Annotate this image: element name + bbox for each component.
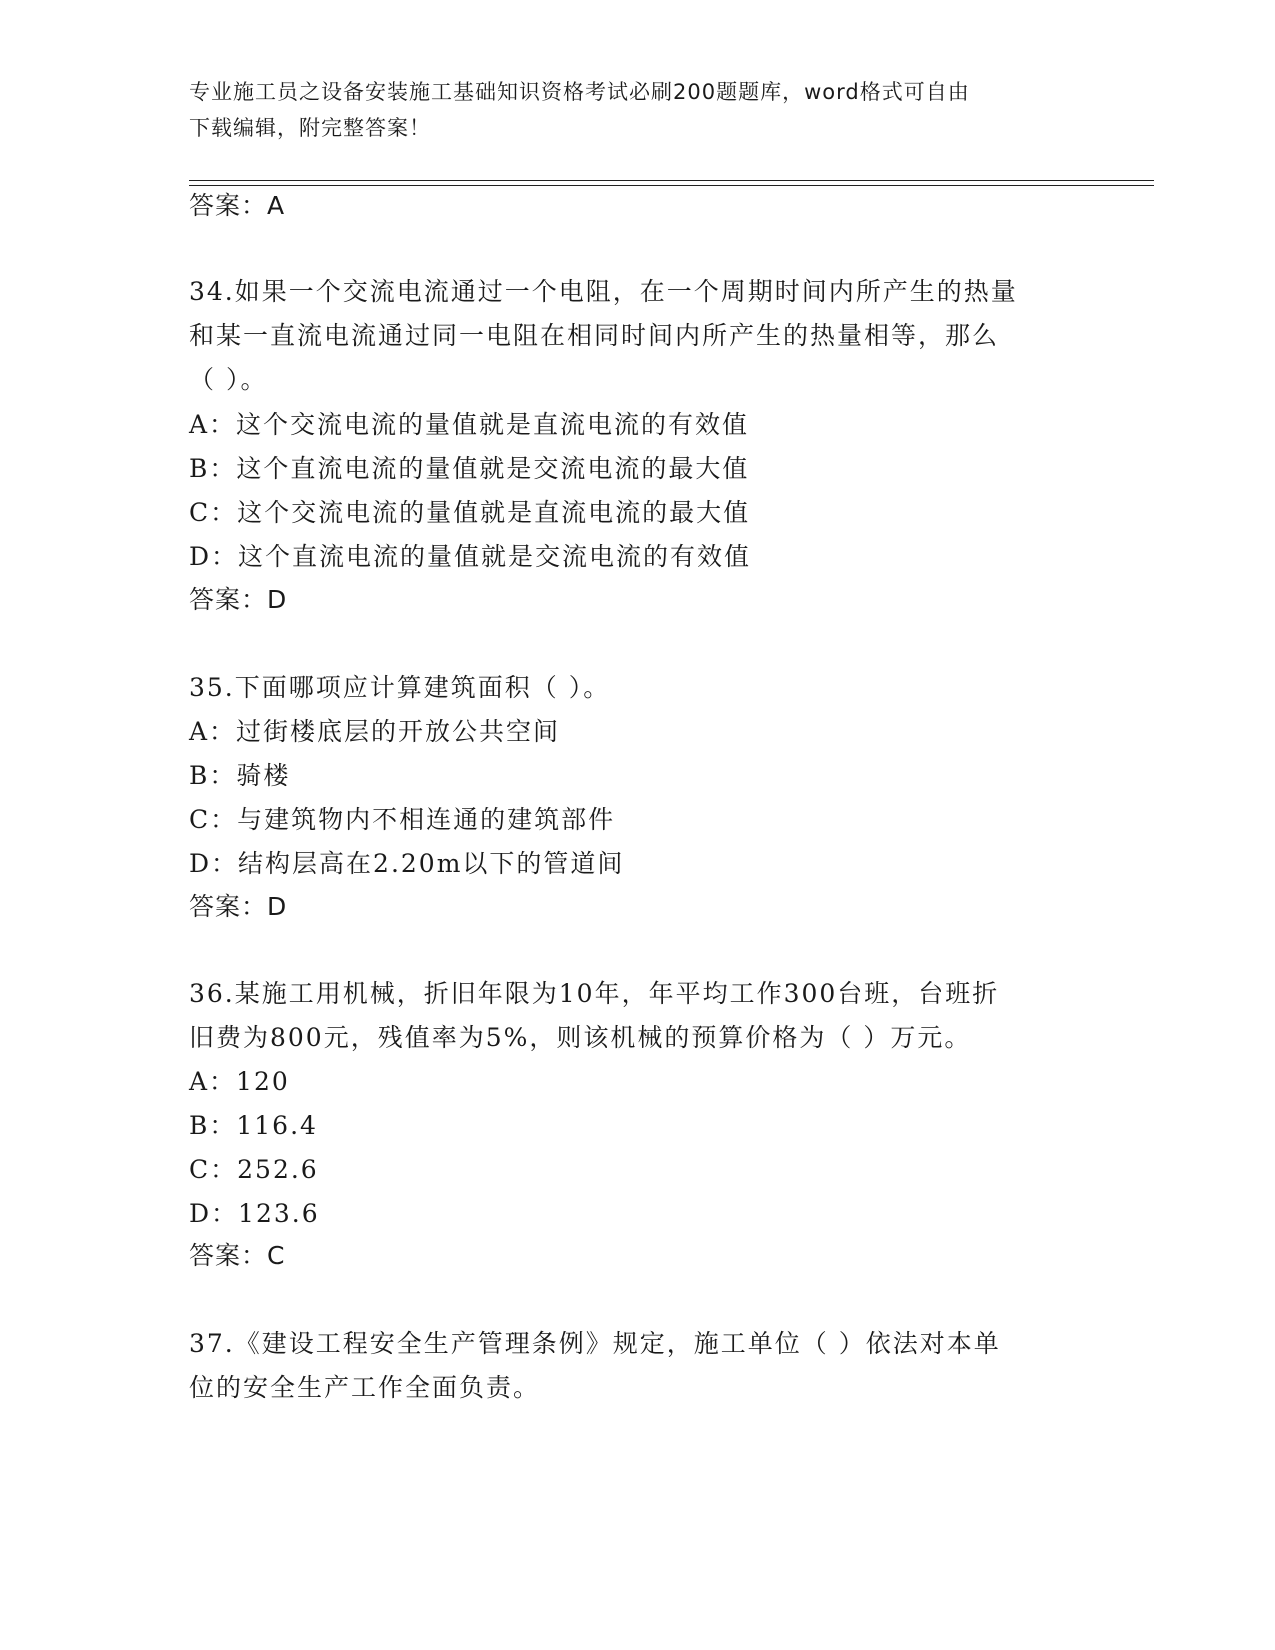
question-36-stem-line-2: 旧费为800元，残值率为5%，则该机械的预算价格为（ ）万元。 <box>189 1023 972 1052</box>
question-35-answer: 答案：D <box>189 892 288 921</box>
question-34-stem-line-3: （ ）。 <box>189 365 268 394</box>
header-divider-top <box>189 180 1154 181</box>
question-36-option-c: C：252.6 <box>189 1155 319 1184</box>
header-line-1: 专业施工员之设备安装施工基础知识资格考试必刷200题题库，word格式可自由 <box>189 80 970 104</box>
question-34-option-d: D：这个直流电流的量值就是交流电流的有效值 <box>189 542 752 571</box>
document-header <box>189 74 1089 146</box>
question-35-stem-line-1: 35.下面哪项应计算建筑面积（ ）。 <box>189 673 611 702</box>
question-36-option-a: A：120 <box>189 1067 290 1096</box>
question-34-option-b: B：这个直流电流的量值就是交流电流的最大值 <box>189 454 750 483</box>
question-35-option-a: A：过街楼底层的开放公共空间 <box>189 717 561 746</box>
question-36-stem-line-1: 36.某施工用机械，折旧年限为10年，年平均工作300台班，台班折 <box>189 979 1000 1008</box>
header-line-2: 下载编辑，附完整答案！ <box>189 116 431 140</box>
question-36-answer: 答案：C <box>189 1241 286 1270</box>
question-36-option-b: B：116.4 <box>189 1111 318 1140</box>
question-37-stem-line-1: 37.《建设工程安全生产管理条例》规定，施工单位（ ）依法对本单 <box>189 1329 1001 1358</box>
question-35-option-d: D：结构层高在2.20m以下的管道间 <box>189 849 625 878</box>
question-35-option-b: B：骑楼 <box>189 761 291 790</box>
question-34-stem-line-2: 和某一直流电流通过同一电阻在相同时间内所产生的热量相等，那么 <box>189 321 1000 350</box>
header-divider-bottom <box>189 185 1154 186</box>
answer-previous: 答案：A <box>189 191 286 220</box>
question-37-stem-line-2: 位的安全生产工作全面负责。 <box>189 1373 541 1402</box>
question-34-option-c: C：这个交流电流的量值就是直流电流的最大值 <box>189 498 751 527</box>
question-34-stem-line-1: 34.如果一个交流电流通过一个电阻，在一个周期时间内所产生的热量 <box>189 277 1018 306</box>
question-36-option-d: D：123.6 <box>189 1199 320 1228</box>
question-35-option-c: C：与建筑物内不相连通的建筑部件 <box>189 805 616 834</box>
question-34-option-a: A：这个交流电流的量值就是直流电流的有效值 <box>189 410 750 439</box>
question-34-answer: 答案：D <box>189 585 288 614</box>
